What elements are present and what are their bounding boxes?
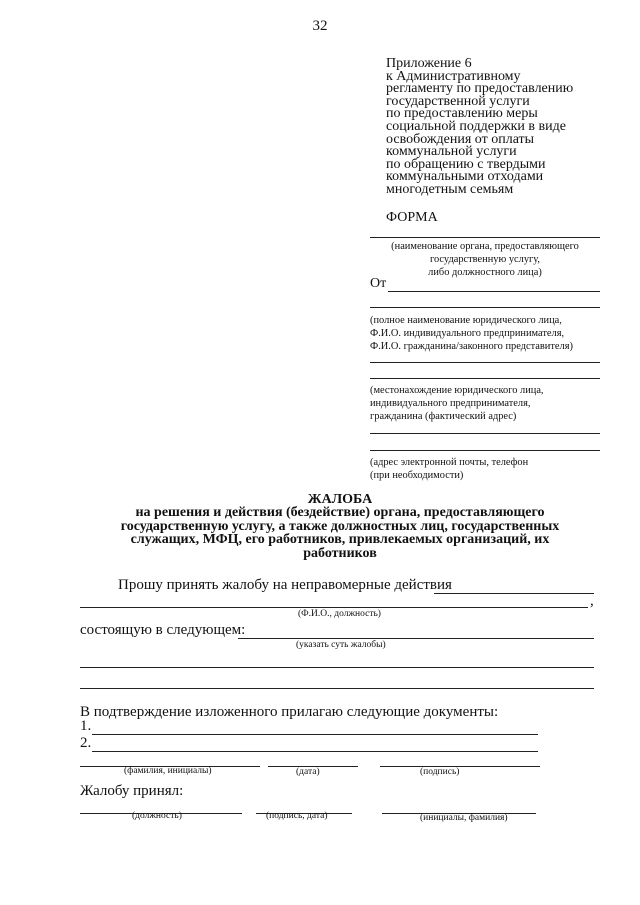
- annex-line: освобождения от оплаты: [386, 131, 535, 147]
- request-text: Прошу принять жалобу на неправомерные действия: [118, 577, 452, 593]
- essence-line-2[interactable]: [80, 667, 594, 668]
- complaint-title: [70, 493, 610, 560]
- doc-item-2: 2.: [80, 735, 92, 751]
- annex-header: [386, 58, 636, 197]
- caption-line: гражданина (фактический адрес): [370, 411, 517, 422]
- initials-caption: (инициалы, фамилия): [420, 813, 508, 823]
- caption-line: (местонахождение юридического лица,: [370, 385, 544, 396]
- applicant-line[interactable]: [370, 307, 600, 308]
- annex-line: к Административному: [386, 68, 521, 84]
- accept-sign-caption: (подпись, дата): [266, 811, 328, 821]
- page-number: 32: [312, 18, 328, 34]
- annex-line: социальной поддержки в виде: [386, 118, 566, 134]
- comma: ,: [590, 593, 594, 609]
- essence-caption: (указать суть жалобы): [296, 640, 386, 650]
- caption-line: государственную услугу,: [429, 254, 541, 265]
- caption-line: (при необходимости): [370, 470, 464, 481]
- request-target-line[interactable]: [434, 593, 594, 594]
- signature-caption: (подпись): [420, 767, 460, 777]
- caption-line: либо должностного лица): [428, 267, 542, 278]
- name-caption: (фамилия, инициалы): [124, 766, 212, 776]
- organ-caption: [370, 240, 600, 279]
- caption-line: индивидуального предпринимателя,: [370, 398, 531, 409]
- accepted-text: Жалобу принял:: [80, 783, 184, 799]
- organ-name-line[interactable]: [370, 237, 600, 238]
- contact-caption: [370, 456, 528, 482]
- confirm-text: В подтверждение изложенного прилагаю следующие документы:: [80, 704, 499, 720]
- annex-line: по предоставлению меры: [386, 106, 538, 122]
- consisting-text: состоящую в следующем:: [80, 622, 246, 638]
- position-caption: (должность): [132, 811, 182, 821]
- annex-line: коммунальными отходами: [386, 169, 544, 185]
- annex-line: Приложение 6: [386, 56, 472, 71]
- location-caption: [370, 384, 544, 423]
- fio-line[interactable]: [80, 607, 588, 608]
- location-line-2[interactable]: [370, 378, 600, 379]
- contact-line-2[interactable]: [370, 450, 600, 451]
- form-label: ФОРМА: [386, 210, 438, 225]
- location-line-1[interactable]: [370, 362, 600, 363]
- doc-item-1: 1.: [80, 718, 92, 734]
- doc-line-2[interactable]: [92, 751, 538, 752]
- annex-line: коммунальной услуги: [386, 144, 517, 160]
- doc-line-1[interactable]: [92, 734, 538, 735]
- title-line: государственную услугу, а также должностных лиц, государственных: [120, 518, 560, 534]
- fio-caption: (Ф.И.О., должность): [298, 609, 381, 619]
- annex-line: регламенту по предоставлению: [386, 81, 574, 97]
- date-caption: (дата): [296, 767, 320, 777]
- annex-line: государственной услуги: [386, 93, 530, 109]
- contact-line-1[interactable]: [370, 433, 600, 434]
- caption-line: (адрес электронной почты, телефон: [370, 457, 529, 468]
- essence-line-3[interactable]: [80, 688, 594, 689]
- from-label: От: [370, 276, 387, 291]
- caption-line: Ф.И.О. индивидуального предпринимателя,: [370, 328, 565, 339]
- caption-line: Ф.И.О. гражданина/законного представителя): [370, 341, 573, 352]
- essence-line[interactable]: [238, 638, 594, 639]
- caption-line: (полное наименование юридического лица,: [370, 315, 562, 326]
- title-line: на решения и действия (бездействие) органа, предоставляющего: [135, 505, 545, 521]
- title-line: работников: [303, 545, 377, 561]
- from-line[interactable]: [388, 291, 600, 292]
- annex-line: многодетным семьям: [386, 181, 514, 197]
- applicant-caption: [370, 314, 573, 353]
- signature-line[interactable]: [380, 766, 540, 767]
- title-heading: ЖАЛОБА: [307, 492, 373, 507]
- title-line: служащих, МФЦ, его работников, привлекаемых организаций, их: [130, 532, 550, 548]
- caption-line: (наименование органа, предоставляющего: [391, 241, 579, 252]
- annex-line: по обращению с твердыми: [386, 156, 546, 172]
